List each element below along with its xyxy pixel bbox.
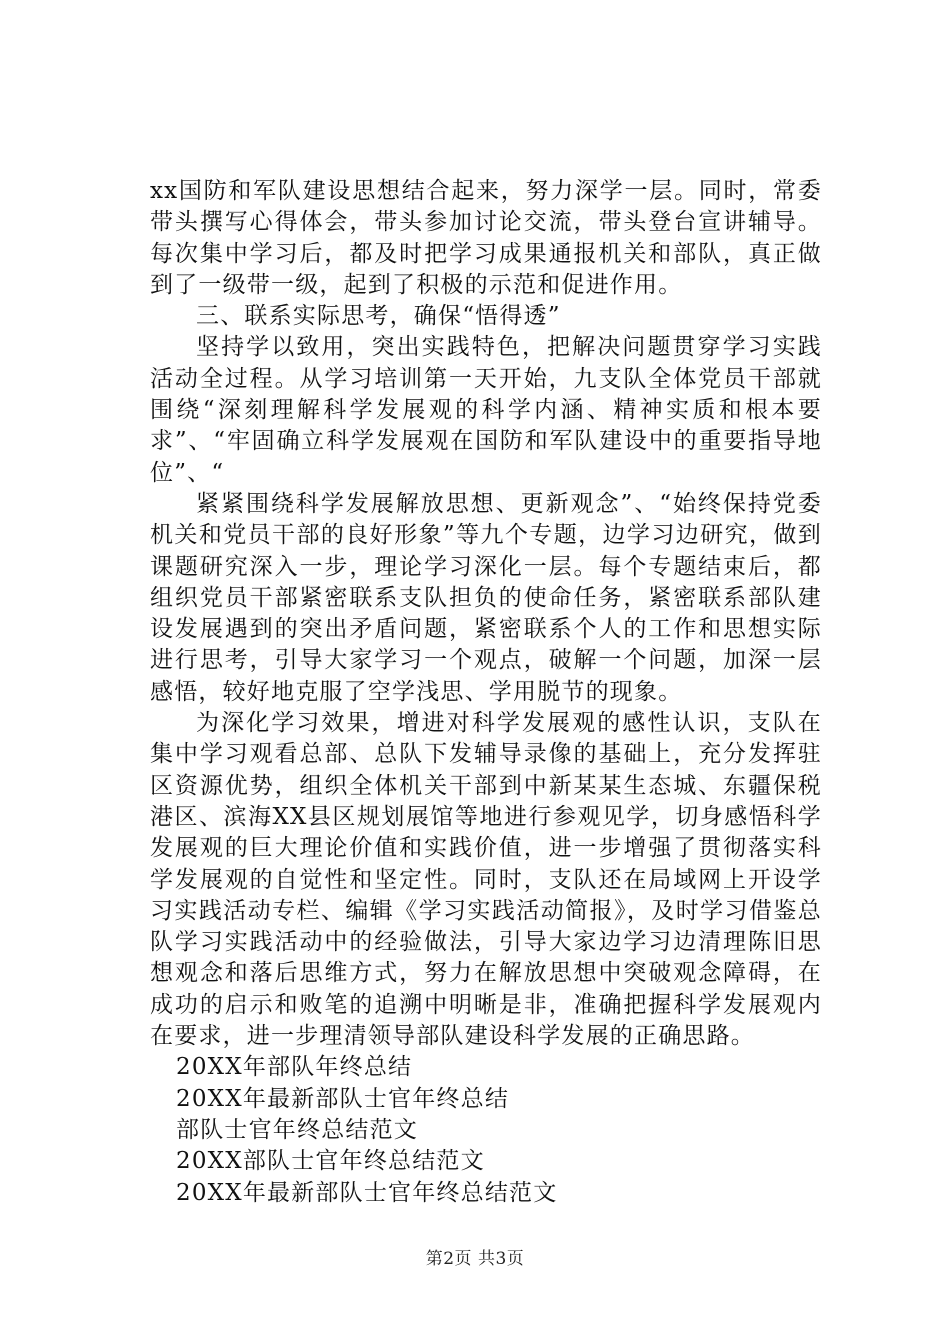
related-link[interactable]: 20XX年最新部队士官年终总结 — [176, 1085, 510, 1112]
paragraph: 坚持学以致用，突出实践特色，把解决问题贯穿学习实践活动全过程。从学习培训第一天开始，九支队全体党员干部就围绕“深刻理解科学发展观的科学内涵、精神实质和根本要求”、“牢固确立科学发展观在国防和军队建设中的重要指导地位”、“ — [150, 334, 822, 486]
paragraph-continued: xx国防和军队建设思想结合起来，努力深学一层。同时，常委带头撰写心得体会，带头参加讨论交流，带头登台宣讲辅导。每次集中学习后，都及时把学习成果通报机关和部队，真正做到了一级带一级，起到了积极的示范和促进作用。 — [150, 178, 822, 298]
paragraph: 为深化学习效果，增进对科学发展观的感性认识，支队在集中学习观看总部、总队下发辅导录像的基础上，充分发挥驻区资源优势，组织全体机关干部到中新某某生态城、东疆保税港区、滨海XX县区规划展馆等地进行参观见学，切身感悟科学发展观的巨大理论价值和实践价值，进一步增强了贯彻落实科学发展观的自觉性和坚定性。同时，支队还在局域网上开设学习实践活动专栏、编辑《学习实践活动简报》，及时学习借鉴总队学习实践活动中的经验做法，引导大家边学习边清理陈旧思想观念和落后思维方式，努力在解放思想中突破观念障碍，在成功的启示和败笔的追溯中明晰是非，准确把握科学发展观内在要求，进一步理清领导部队建设科学发展的正确思路。 — [150, 710, 822, 1050]
related-links-list — [150, 1052, 822, 1208]
related-link[interactable]: 20XX年最新部队士官年终总结范文 — [176, 1179, 558, 1206]
related-link[interactable]: 20XX部队士官年终总结范文 — [176, 1148, 485, 1175]
page-number: 第2页 共3页 — [425, 1249, 525, 1269]
document-body — [150, 176, 822, 1209]
section-heading: 三、联系实际思考，确保“悟得透” — [196, 303, 561, 330]
paragraph: 紧紧围绕科学发展解放思想、更新观念”、“始终保持党委机关和党员干部的良好形象”等九个专题，边学习边研究，做到课题研究深入一步，理论学习深化一层。每个专题结束后，都组织党员干部紧密联系支队担负的使命任务，紧密联系部队建设发展遇到的突出矛盾问题，紧密联系个人的工作和思想实际进行思考，引导大家学习一个观点，破解一个问题，加深一层感悟，较好地克服了空学浅思、学用脱节的现象。 — [150, 490, 822, 705]
related-link[interactable]: 20XX年部队年终总结 — [176, 1054, 413, 1081]
related-link[interactable]: 部队士官年终总结范文 — [176, 1116, 418, 1143]
